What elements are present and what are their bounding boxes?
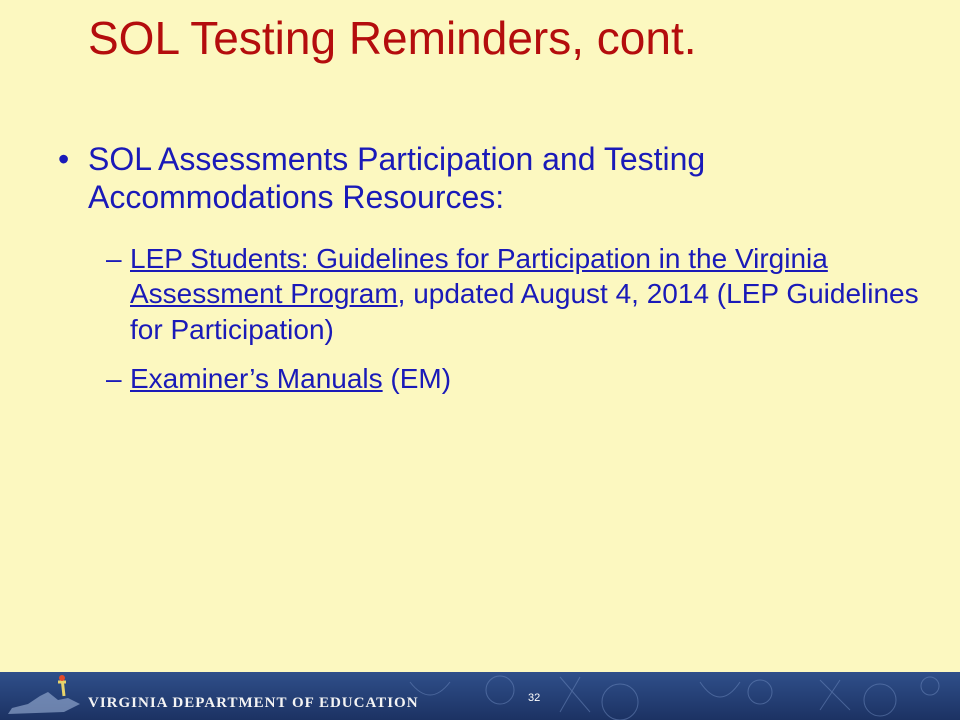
virginia-state-outline-icon [4,674,84,718]
sub-dash: – [106,363,122,395]
content-area [50,140,930,411]
sub-list [106,241,930,397]
bullet-text: SOL Assessments Participation and Testing Accommodations Resources: [88,141,706,216]
sub-dash: – [106,242,122,274]
examiners-manuals-link[interactable]: Examiner’s Manuals [130,363,383,395]
lep-guidelines-link[interactable]: LEP Students: Guidelines for Participation in the Virginia Assessment Program [130,242,828,310]
page-number: 32 [528,692,541,704]
sub-item-rest-text: (EM) [382,363,452,395]
sub-item-rest-text: , updated August 4, 2014 (LEP Guidelines for Participation) [130,278,919,345]
footer-org-name: VIRGINIA DEPARTMENT OF EDUCATION [88,695,419,711]
slide-title: SOL Testing Reminders, cont. [88,12,697,64]
bullet-marker: • [58,141,70,177]
bullet-item [50,140,930,217]
sub-item-lep-guidelines [106,241,930,348]
sub-item-examiners-manuals [106,361,930,397]
footer-banner [0,672,960,720]
